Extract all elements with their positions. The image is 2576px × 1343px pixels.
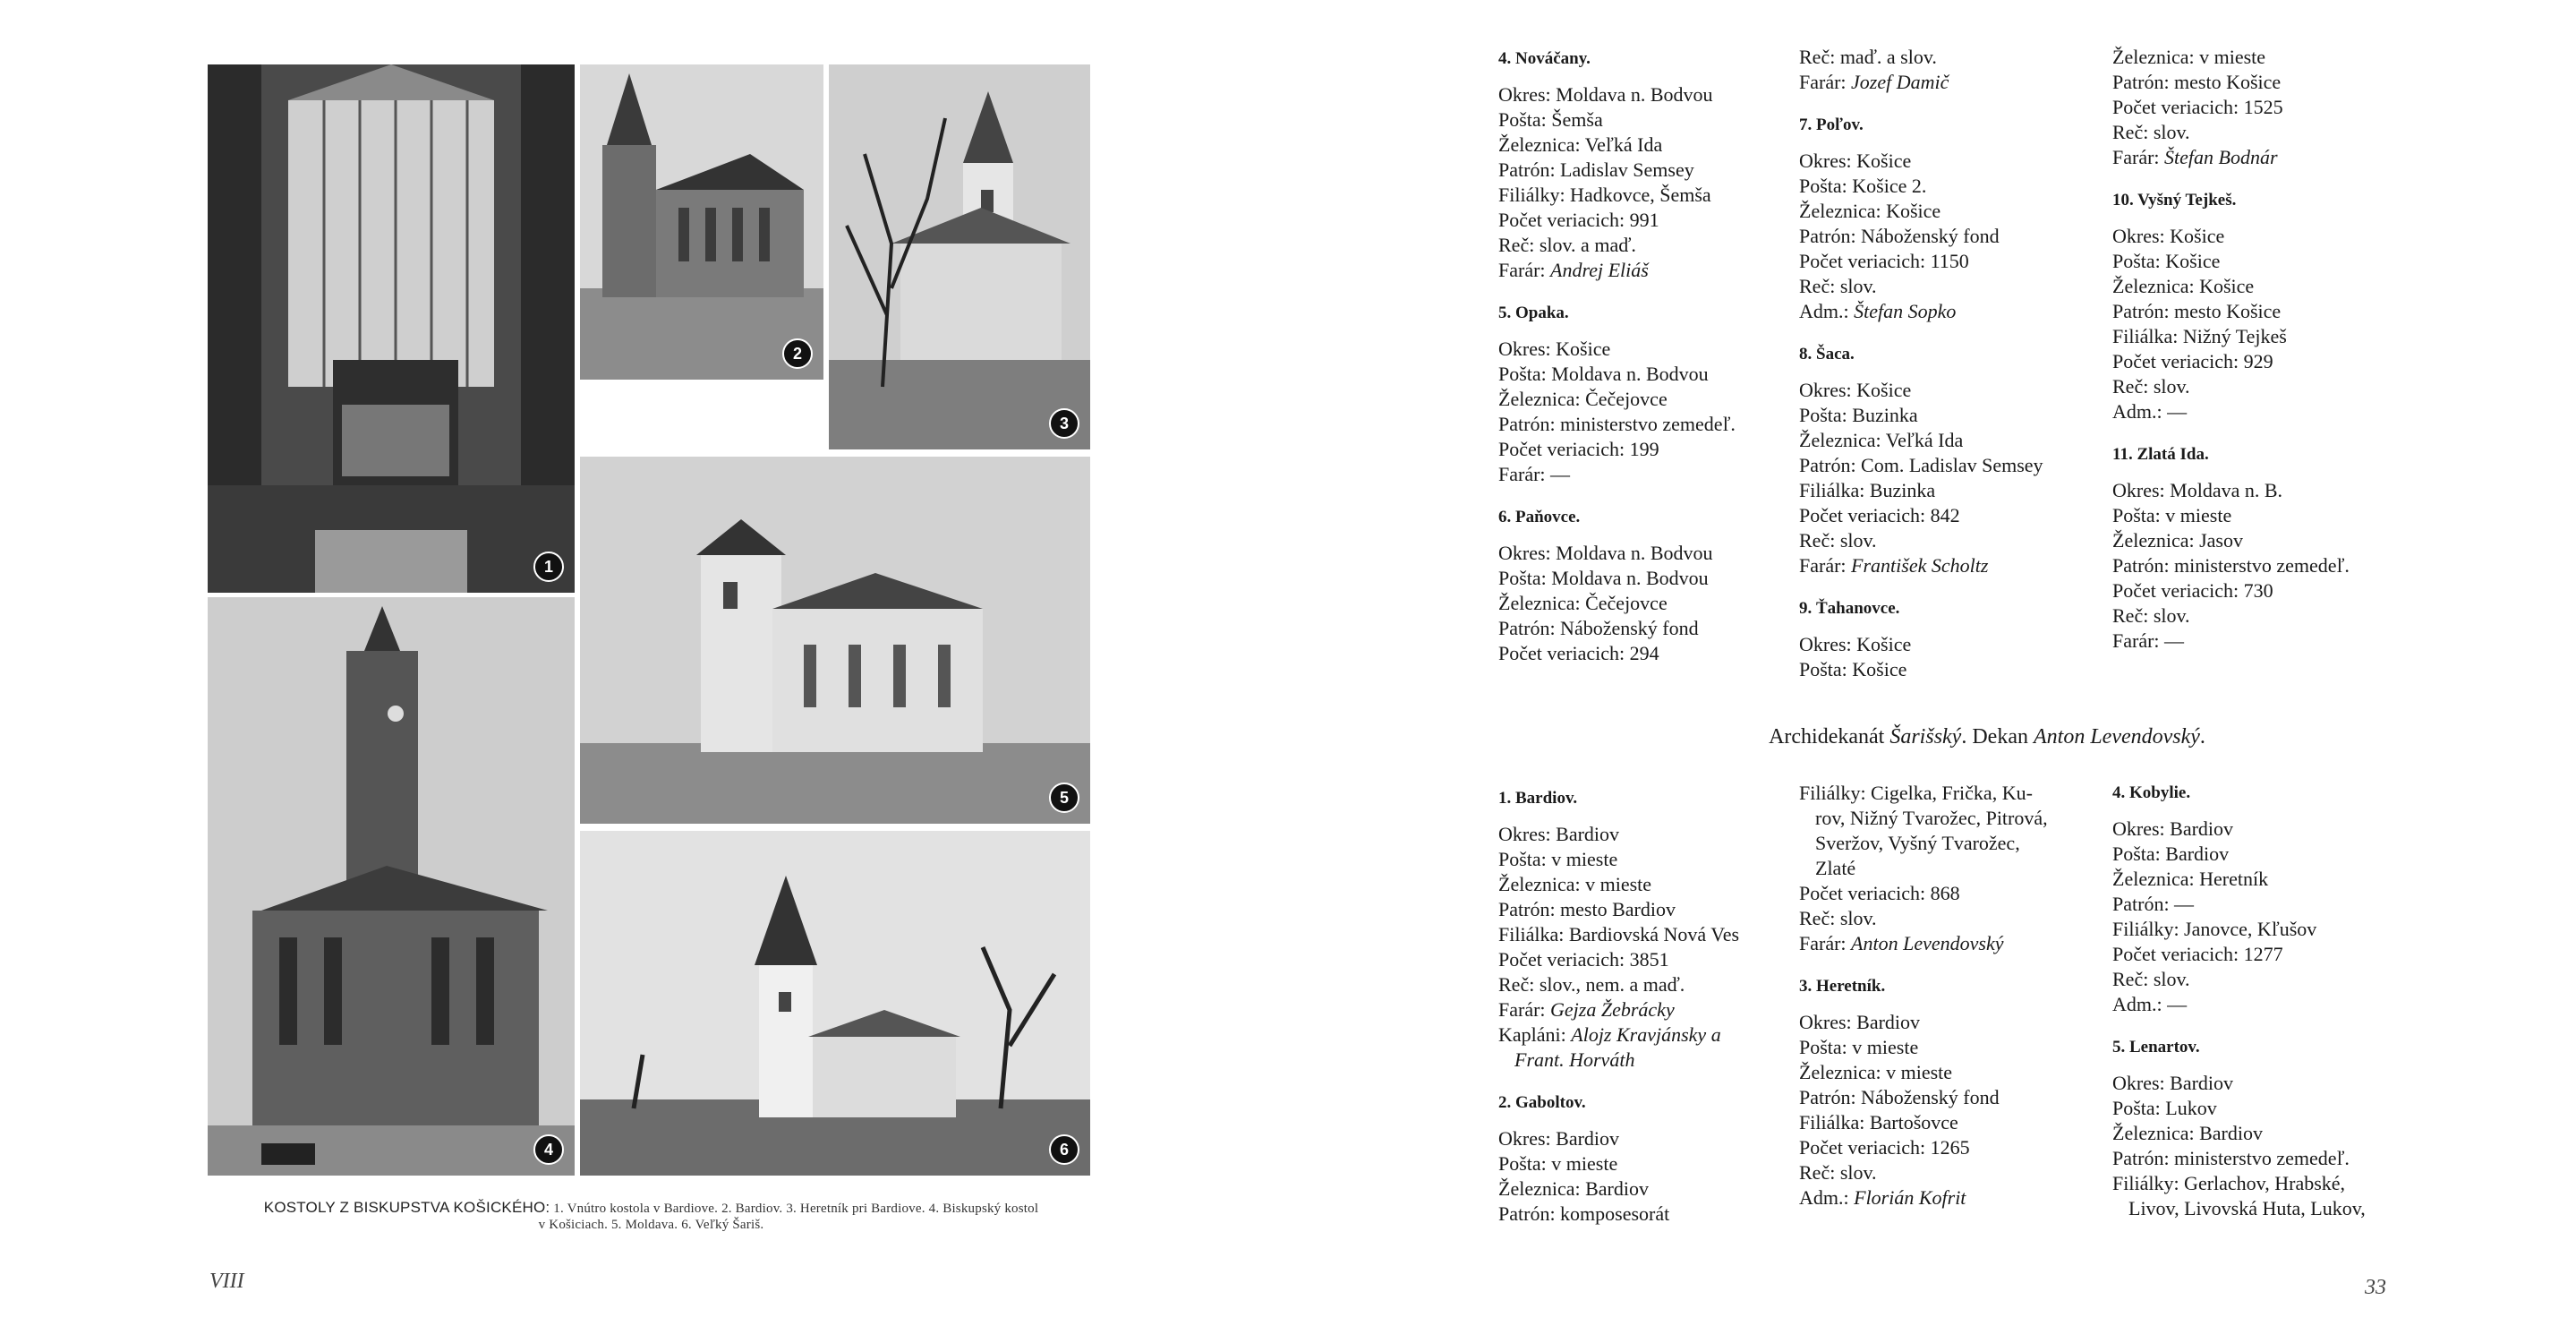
parish-entry: 8. Šaca. Okres: Košice Pošta: Buzinka Železnica: Veľká Ida Patrón: Com. Ladislav Semsey Filiálka: Buzinka Počet veriacich: 842 Reč: slov. Farár: František Scholtz bbox=[1799, 342, 2043, 578]
page-number-left: VIII bbox=[209, 1270, 244, 1293]
parish-entry: 3. Heretník. Okres: Bardiov Pošta: v mieste Železnica: v mieste Patrón: Náboženský fond Filiálka: Bartošovce Počet veriacich: 1265 Reč: slov. Adm.: Florián Kofrit bbox=[1799, 974, 2048, 1210]
parish-entry: 5. Lenartov. Okres: Bardiov Pošta: Lukov Železnica: Bardiov Patrón: ministerstvo zemedeľ. Filiálky: Gerlachov, Hrabské, Livov, Livovská Huta, Lukov, bbox=[2112, 1035, 2366, 1221]
column-top-1 bbox=[1498, 47, 1736, 684]
photo-bardiov-church bbox=[580, 64, 823, 380]
photo-badge: 1 bbox=[533, 552, 564, 582]
caption-text-2: v Košiciach. 5. Moldava. 6. Veľký Šariš. bbox=[538, 1218, 764, 1232]
photo-badge: 4 bbox=[533, 1134, 564, 1165]
photo-kosice-cathedral bbox=[208, 597, 575, 1176]
parish-title: 5. Lenartov. bbox=[2112, 1038, 2200, 1056]
parish-entry: 11. Zlatá Ida. Okres: Moldava n. B. Pošta: v mieste Železnica: Jasov Patrón: ministerstvo zemedeľ. Počet veriacich: 730 Reč: slov. Farár: — bbox=[2112, 442, 2350, 654]
parish-entry: 9. Ťahanovce. Okres: Košice Pošta: Košice bbox=[1799, 596, 2043, 682]
parish-entry: 2. Gaboltov. Okres: Bardiov Pošta: v mieste Železnica: Bardiov Patrón: komposesorát bbox=[1498, 1091, 1739, 1227]
parish-entry: 6. Paňovce. Okres: Moldava n. Bodvou Pošta: Moldava n. Bodvou Železnica: Čečejovce Patrón: Náboženský fond Počet veriacich: 294 bbox=[1498, 505, 1736, 666]
photo-moldava-church bbox=[580, 457, 1090, 824]
parish-entry: 4. Kobylie. Okres: Bardiov Pošta: Bardiov Železnica: Heretník Patrón: — Filiálky: Janovce, Kľušov Počet veriacich: 1277 Reč: slov. Adm.: — bbox=[2112, 781, 2366, 1017]
photo-velky-saris-church bbox=[580, 831, 1090, 1176]
parish-title: 7. Poľov. bbox=[1799, 115, 1864, 134]
parish-title: 5. Opaka. bbox=[1498, 304, 1569, 322]
parish-title: 9. Ťahanovce. bbox=[1799, 599, 1900, 618]
archdeaconry-heading: Archidekanát Šarišský. Dekan Anton Levendovský. bbox=[1769, 725, 2205, 748]
photo-badge: 6 bbox=[1049, 1134, 1079, 1165]
parish-entry: 7. Poľov. Okres: Košice Pošta: Košice 2. Železnica: Košice Patrón: Náboženský fond Počet veriacich: 1150 Reč: slov. Adm.: Štefan Sopko bbox=[1799, 113, 2043, 324]
photo-badge: 2 bbox=[782, 338, 813, 369]
column-top-3: Železnica: v mieste Patrón: mesto Košice Počet veriacich: 1525 Reč: slov. Farár: Štefan Bodnár 10. Vyšný Tejkeš. Okres: Košice Pošta: Košice Železnica: Košice Patrón: mesto Košice Filiálka: Nižný Tejkeš Počet veriacich: 929 Reč: slov. Adm.: — 11. Zlatá Ida. Okres: Moldava n. B. Pošta: v mieste Železnica: Jasov Patrón: ministerstvo zemedeľ. Počet veriacich: 730 Reč: slov. Farár: — bbox=[2112, 46, 2350, 652]
parish-entry: 1. Bardiov. Okres: Bardiov Pošta: v mieste Železnica: v mieste Patrón: mesto Bardiov Filiálka: Bardiovská Nová Ves Počet veriacich: 3851 Reč: slov., nem. a maď. Farár: Gejza Žebrácky Kapláni: Alojz Kravjánsky a Frant. Horváth bbox=[1498, 786, 1739, 1073]
column-bottom-3 bbox=[2112, 781, 2366, 1239]
column-bottom-2: Filiálky: Cigelka, Frička, Ku- rov, Nižný Tvarožec, Pitrová, Sveržov, Vyšný Tvarožec, Zlaté Počet veriacich: 868 Reč: slov. Farár: Anton Levendovský 3. Heretník. Okres: Bardiov Pošta: v mieste Železnica: v mieste Patrón: Náboženský fond Filiálka: Bartošovce Počet veriacich: 1265 Reč: slov. Adm.: Florián Kofrit bbox=[1799, 782, 2048, 1209]
parish-title: 6. Paňovce. bbox=[1498, 508, 1581, 526]
caption-text: 1. Vnútro kostola v Bardiove. 2. Bardiov. 3. Heretník pri Bardiove. 4. Biskupský kostol bbox=[550, 1202, 1039, 1216]
parish-title: 8. Šaca. bbox=[1799, 345, 1855, 364]
photo-caption bbox=[206, 1200, 1096, 1233]
parish-entry: 5. Opaka. Okres: Košice Pošta: Moldava n. Bodvou Železnica: Čečejovce Patrón: ministerstvo zemedeľ. Počet veriacich: 199 Farár: — bbox=[1498, 301, 1736, 487]
parish-entry: 10. Vyšný Tejkeš. Okres: Košice Pošta: Košice Železnica: Košice Patrón: mesto Košice Filiálka: Nižný Tejkeš Počet veriacich: 929 Reč: slov. Adm.: — bbox=[2112, 188, 2350, 424]
parish-title: 10. Vyšný Tejkeš. bbox=[2112, 191, 2237, 210]
photo-badge: 5 bbox=[1049, 783, 1079, 813]
parish-title: 1. Bardiov. bbox=[1498, 789, 1578, 808]
parish-title: 3. Heretník. bbox=[1799, 977, 1886, 996]
column-bottom-1 bbox=[1498, 786, 1739, 1245]
parish-title: 4. Kobylie. bbox=[2112, 783, 2191, 802]
parish-title: 2. Gaboltov. bbox=[1498, 1093, 1586, 1112]
photo-badge: 3 bbox=[1049, 408, 1079, 439]
column-top-2: Reč: maď. a slov. Farár: Jozef Damič 7. Poľov. Okres: Košice Pošta: Košice 2. Železnica: Košice Patrón: Náboženský fond Počet veriacich: 1150 Reč: slov. Adm.: Štefan Sopko 8. Šaca. Okres: Košice Pošta: Buzinka Železnica: Veľká Ida Patrón: Com. Ladislav Semsey Filiálka: Buzinka Počet veriacich: 842 Reč: slov. Farár: František Scholtz 9. Ťahanovce. Okres: Košice Pošta: Košice bbox=[1799, 46, 2043, 680]
parish-entry: 4. Nováčany. Okres: Moldava n. Bodvou Pošta: Šemša Železnica: Veľká Ida Patrón: Ladislav Semsey Filiálky: Hadkovce, Šemša Počet veriacich: 991 Reč: slov. a maď. Farár: Andrej Eliáš bbox=[1498, 47, 1736, 283]
photo-heretnik-church bbox=[829, 64, 1090, 449]
parish-title: 4. Nováčany. bbox=[1498, 49, 1591, 68]
photo-church-interior bbox=[208, 64, 575, 593]
caption-lead: KOSTOLY Z BISKUPSTVA KOŠICKÉHO: bbox=[263, 1199, 550, 1216]
parish-title: 11. Zlatá Ida. bbox=[2112, 445, 2209, 464]
page-number-right: 33 bbox=[2365, 1276, 2386, 1299]
